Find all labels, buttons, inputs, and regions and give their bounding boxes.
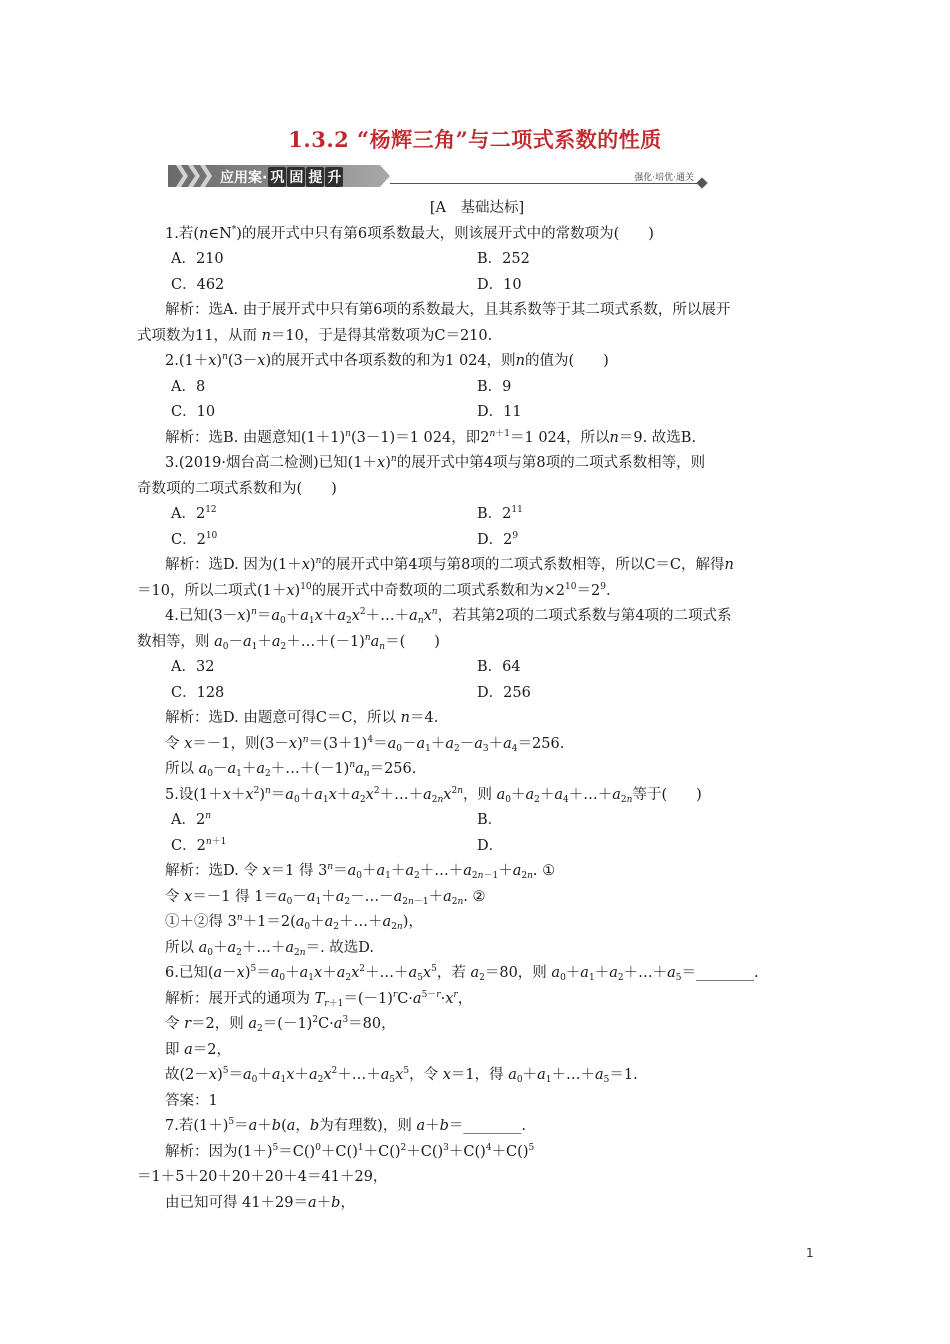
solution-4: 所以 $a_0-a_1+a_2+\dots+(-1)^na_n=256$. bbox=[165, 760, 417, 779]
solution-5: 所以 $a_0+a_2+\dots+a_{2n}=$. 故选D. bbox=[165, 939, 375, 958]
options-4: A．32 B．64 bbox=[171, 659, 521, 675]
question-6: 6.已知$(a-x)^5=a_0+a_1x+a_2x^2+\dots+a_5x^5$，若 $a_2=80$，则 $a_0+a_1+a_2+\dots+a_5=\_\_\_\_\_\_\_\_$. bbox=[165, 964, 759, 983]
solution-1: 式项数为11，从而 n＝10，于是得其常数项为C＝210. bbox=[137, 327, 493, 344]
solution-7: 由已知可得 41＋29＝a＋b， bbox=[165, 1194, 355, 1211]
solution-2: 解析：选B. 由题意知$(1+1)^n(3-1)=1$ 024，即$2^{n+1}=1$ 024，所以n＝9. 故选B. bbox=[165, 428, 697, 446]
question-2: $2.(1+x)^n(3-x)$的展开式中各项系数的和为1 024，则n的值为( ) bbox=[165, 352, 609, 369]
options-1: A．210 B．252 bbox=[171, 251, 530, 267]
banner-tagline: 强化·培优·通关 bbox=[634, 173, 694, 183]
solution-1: 解析：选A. 由于展开式中只有第6项的系数最大，且其系数等于其二项式系数，所以展开 bbox=[165, 302, 731, 318]
section-label: [A 基础达标] bbox=[429, 200, 525, 216]
solution-6: 即 a＝2， bbox=[165, 1041, 231, 1058]
solution-3: ＝10，所以二项式$(1+x)^{10}$的展开式中奇数项的二项式系数和为$\times 2^{10}=2^9$. bbox=[137, 581, 611, 599]
solution-6: 解析：展开式的通项为 $T_{r+1}=(-1)^rC\cdot a^{5-r}\cdot x^r$， bbox=[165, 989, 473, 1009]
options-1: C．462 D．10 bbox=[171, 276, 522, 293]
diamond-icon bbox=[696, 177, 707, 188]
document-body bbox=[137, 196, 817, 1216]
solution-5: 解析：选D. 令 x＝1 得 $3^n=a_0+a_1+a_2+\dots+a_{2n-1}+a_{2n}$. ① bbox=[165, 862, 556, 881]
solution-3: 解析：选D. 因为$(1+x)^n$的展开式中第4项与第8项的二项式系数相等，所以C＝C，解得n bbox=[165, 556, 734, 573]
banner-label: 应用案· 巩 固 提 升 bbox=[220, 167, 343, 187]
page-title: 1.3.2 “杨辉三角”与二项式系数的性质 bbox=[288, 127, 662, 152]
question-4: 4.已知$(3-x)^n=a_0+a_1x+a_2x^2+\dots+a_nx^n$，若其第2项的二项式系数与第4项的二项式系 bbox=[165, 607, 732, 626]
solution-6: 故$(2-x)^5=a_0+a_1x+a_2x^2+\dots+a_5x^5$，令 x＝1，得 $a_0+a_1+\dots+a_5=1$. bbox=[165, 1066, 638, 1085]
section-banner bbox=[168, 162, 708, 190]
options-5: C．$2^{n+1}$ D． bbox=[171, 836, 504, 854]
solution-7: ＝1＋5＋20＋20＋20＋4＝41＋29， bbox=[137, 1169, 388, 1185]
options-3: C．$2^{10}$ D．$2^9$ bbox=[171, 530, 519, 548]
question-7: 7.若$(1+)^5=a+b(a$，b为有理数)，则 a＋b＝________. bbox=[165, 1117, 527, 1134]
options-3: A．$2^{12}$ B．$2^{11}$ bbox=[171, 505, 523, 522]
banner-rule bbox=[390, 183, 700, 184]
question-3: 3.(2019·烟台高二检测)已知$(1+x)^n$的展开式中第4项与第8项的二项式系数相等，则 bbox=[165, 454, 706, 471]
page-number: 1 bbox=[806, 1246, 814, 1260]
question-4: 数相等，则 $a_0-a_1+a_2+\dots+(-1)^na_n=$( ) bbox=[137, 632, 440, 652]
question-1: 1.若(n∈N*)的展开式中只有第6项系数最大，则该展开式中的常数项为( ) bbox=[165, 224, 654, 242]
question-5: 5.设$(1+x+x^2)^n=a_0+a_1x+a_2x^2+\dots+a_{2n}x^{2n}$，则 $a_0+a_2+a_4+\dots+a_{2n}$等于( ) bbox=[165, 785, 702, 805]
solution-4: 解析：选D. 由题意可得C＝C，所以 n＝4. bbox=[165, 710, 439, 726]
options-4: C．128 D．256 bbox=[171, 684, 531, 701]
solution-4: 令 x＝－1，则$(3-x)^n=(3+1)^4=a_0-a_1+a_2-a_3+a_4=256$. bbox=[165, 734, 565, 754]
answer-6: 答案：1 bbox=[165, 1092, 218, 1109]
solution-6: 令 r＝2，则 $a_2=(-1)^2C\cdot a^3=80$， bbox=[165, 1015, 396, 1034]
solution-5: 令 x＝－1 得 $1=a_0-a_1+a_2-\dots-a_{2n-1}+a_{2n}$. ② bbox=[165, 888, 486, 907]
solution-5: ①＋②得 $3^n+1=2(a_0+a_2+\dots+a_{2n})$， bbox=[165, 913, 423, 932]
options-2: A．8 B．9 bbox=[171, 378, 512, 395]
question-3: 奇数项的二项式系数和为( ) bbox=[137, 480, 337, 497]
options-5: A．2$^n$ B． bbox=[171, 811, 503, 828]
options-2: C．10 D．11 bbox=[171, 404, 522, 420]
solution-7: 解析：因为$(1+)^5=C()^0+C()^1+C()^2+C()^3+C()^4+C()^5$ bbox=[165, 1142, 535, 1160]
